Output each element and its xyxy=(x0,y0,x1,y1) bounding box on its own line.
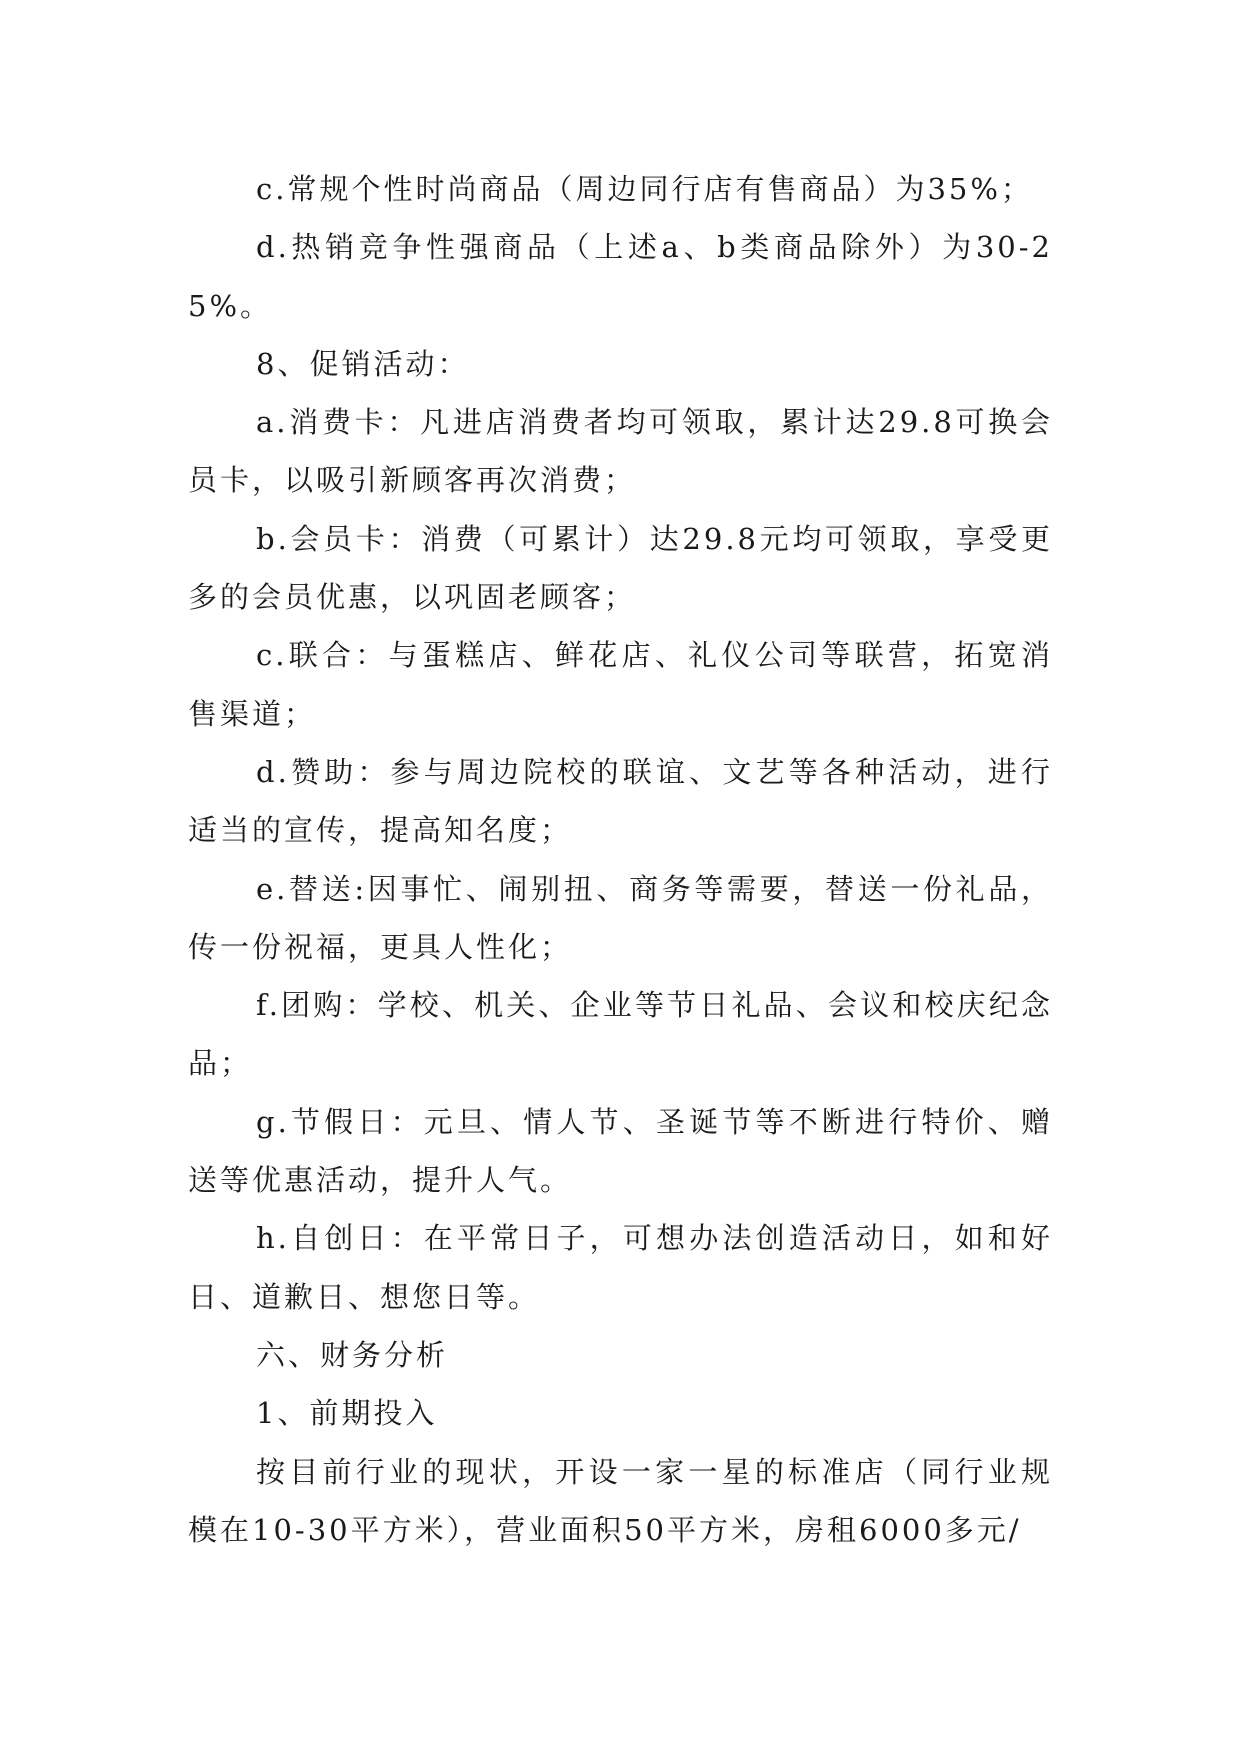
paragraph-promo-a: a.消费卡：凡进店消费者均可领取，累计达29.8可换会员卡，以吸引新顾客再次消费； xyxy=(188,405,1053,498)
paragraph-promo-e: e.替送:因事忙、闹别扭、商务等需要，替送一份礼品，传一份祝福，更具人性化； xyxy=(188,871,1053,964)
paragraph-promo-g: g.节假日：元旦、情人节、圣诞节等不断进行特价、赠送等优惠活动，提升人气。 xyxy=(188,1104,1053,1198)
paragraph-pricing-d: d.热销竞争性强商品（上述a、b类商品除外）为30-25%。 xyxy=(188,230,1053,323)
paragraph-promo-d: d.赞助：参与周边院校的联谊、文艺等各种活动，进行适当的宣传，提高知名度； xyxy=(188,754,1053,848)
paragraph-promo-h: h.自创日：在平常日子，可想办法创造活动日，如和好日、道歉日、想您日等。 xyxy=(188,1221,1053,1314)
paragraph-investment-details: 按目前行业的现状，开设一家一星的标准店（同行业规模在10-30平方米），营业面积50平方米，房租6000多元/ xyxy=(188,1454,1053,1547)
paragraph-pricing-c: c.常规个性时尚商品（周边同行店有售商品）为35%； xyxy=(256,172,1033,206)
paragraph-promo-b: b.会员卡：消费（可累计）达29.8元均可领取，享受更多的会员优惠，以巩固老顾客； xyxy=(188,521,1053,615)
section-heading-financial-analysis: 六、财务分析 xyxy=(256,1337,449,1372)
paragraph-promo-c: c.联合：与蛋糕店、鲜花店、礼仪公司等联营，拓宽消售渠道； xyxy=(188,638,1053,731)
document-body xyxy=(188,160,1053,1559)
section-heading-promotions: 8、促销活动： xyxy=(256,346,470,381)
subsection-heading-initial-investment: 1、前期投入 xyxy=(256,1396,438,1431)
paragraph-promo-f: f.团购：学校、机关、企业等节日礼品、会议和校庆纪念品； xyxy=(188,988,1053,1081)
